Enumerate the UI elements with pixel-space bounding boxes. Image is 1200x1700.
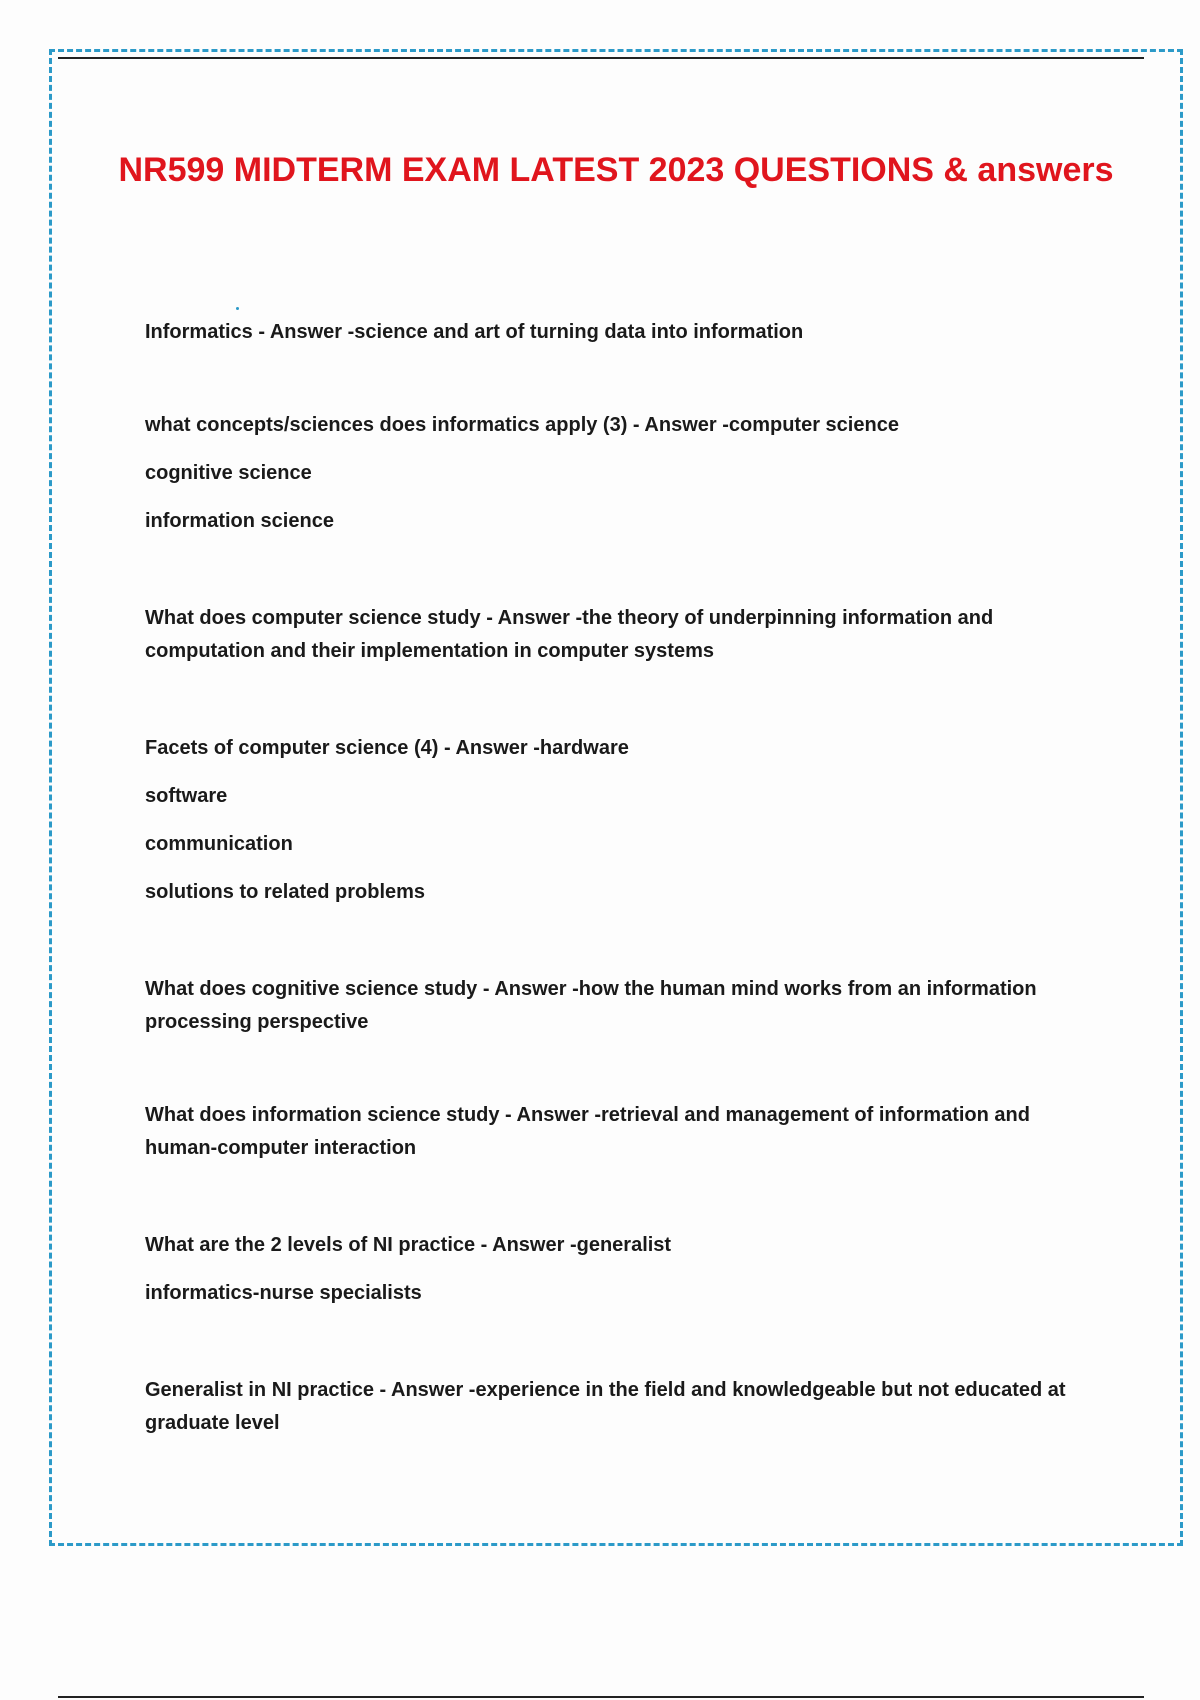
qa-line: What does information science study - Answer -retrieval and management of information and human-computer interaction [145,1104,1030,1159]
qa-list [145,316,1075,1440]
top-rule [58,57,1144,59]
qa-line: What does cognitive science study - Answer -how the human mind works from an information processing perspective [145,978,1037,1033]
qa-line: What does computer science study - Answer -the theory of underpinning information and computation and their implementation in computer systems [145,607,994,662]
qa-item-informatics [145,316,1075,349]
qa-answer-line: solutions to related problems [145,881,426,903]
qa-item-generalist [145,1374,1075,1440]
qa-answer-line: cognitive science [145,462,312,484]
qa-item-information-science [145,1099,1075,1165]
qa-line: Generalist in NI practice - Answer -experience in the field and knowledgeable but not educated at graduate level [145,1379,1066,1434]
qa-item-computer-science [145,602,1075,668]
qa-item-ni-levels [145,1229,1075,1310]
stray-dot [236,307,239,310]
qa-item-facets [145,732,1075,909]
qa-answer-line: informatics-nurse specialists [145,1282,422,1304]
qa-line: what concepts/sciences does informatics apply (3) - Answer -computer science [145,414,899,436]
qa-line: What are the 2 levels of NI practice - Answer -generalist [145,1234,672,1256]
bottom-rule [58,1696,1144,1698]
qa-answer-line: communication [145,833,293,855]
qa-answer-line: software [145,785,228,807]
qa-line: Facets of computer science (4) - Answer -hardware [145,737,629,759]
qa-item-cognitive-science [145,973,1075,1039]
document-title: NR599 MIDTERM EXAM LATEST 2023 QUESTIONS & answers [118,151,1114,189]
qa-item-informatics-sciences [145,409,1075,538]
qa-answer-line: information science [145,510,334,532]
qa-line: Informatics - Answer -science and art of turning data into information [145,321,804,343]
